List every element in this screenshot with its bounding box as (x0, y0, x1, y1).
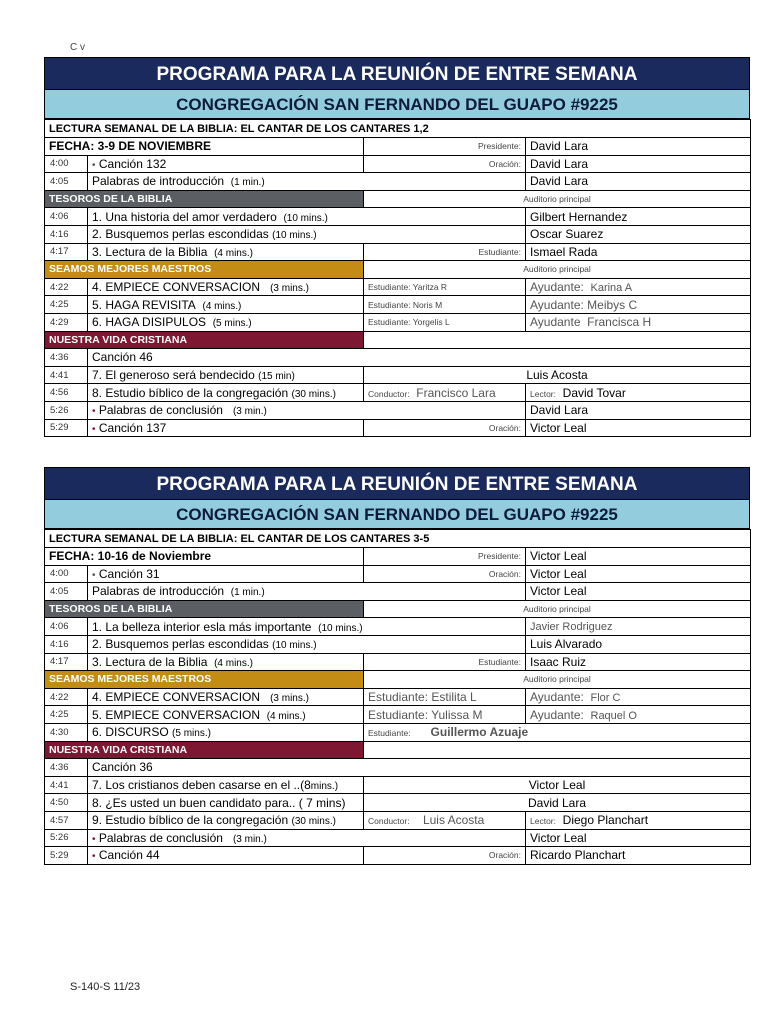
student-label: Estudiante: (364, 243, 526, 261)
part (88, 366, 364, 384)
schedule-row (45, 278, 751, 296)
opening-song-text: Canción 132 (98, 156, 167, 171)
helper-cell (526, 688, 751, 706)
section-treasures: TESOROS DE LA BIBLIA (45, 600, 364, 618)
time: 4:29 (45, 313, 88, 331)
time: 4:50 (45, 794, 88, 812)
part-duration: (30 mins.) (291, 816, 336, 828)
weekly-reading: LECTURA SEMANAL DE LA BIBLIA: EL CANTAR DE LOS CANTARES 3-5 (45, 530, 751, 548)
time: 4:05 (45, 173, 88, 191)
time: 5:29 (45, 419, 88, 437)
closing-words (88, 401, 526, 419)
part-duration: (3 mins.) (270, 693, 309, 705)
assignee: Luis Acosta (364, 366, 751, 384)
schedule-table (44, 119, 751, 437)
section-treasures: TESOROS DE LA BIBLIA (45, 190, 364, 208)
time: 5:29 (45, 847, 88, 865)
part-duration: (10 mins.) (283, 212, 328, 224)
auditorium-label: Auditorio principal (364, 671, 751, 689)
part-text: 3. Lectura de la Biblia (92, 654, 208, 669)
part-duration: (1 min.) (230, 587, 265, 599)
part-duration: (1 min.) (230, 177, 265, 189)
closing-song (88, 847, 364, 865)
section-header-row (45, 190, 751, 208)
closing-words (88, 829, 526, 847)
time: 4:16 (45, 635, 88, 653)
assignee: David Lara (526, 173, 751, 191)
schedule-row (45, 225, 751, 243)
form-code: S-140-S 11/23 (70, 981, 141, 993)
part-duration: (4 mins.) (214, 657, 253, 669)
time: 4:17 (45, 653, 88, 671)
assignee: David Lara (526, 401, 751, 419)
schedule-row (45, 419, 751, 437)
student: Estudiante: Yulissa M (364, 706, 526, 724)
congregation-subtitle: CONGREGACIÓN SAN FERNANDO DEL GUAPO #9225 (44, 500, 750, 529)
song: Canción 46 (88, 349, 751, 367)
student: Estudiante: Yaritza R (364, 278, 526, 296)
part-duration: (30 mins.) (291, 388, 336, 400)
part (88, 384, 364, 402)
reader-name: David Tovar (562, 385, 626, 400)
part-text: 8. Estudio bíblico de la congregación (92, 385, 289, 400)
auditorium-label: Auditorio principal (364, 261, 751, 279)
part-text: 2. Busquemos perlas escondidas (92, 227, 269, 242)
reader-cell (526, 811, 751, 829)
schedule-row (45, 706, 751, 724)
bullet-icon: • (92, 569, 96, 581)
date-row (45, 548, 751, 566)
student: Estudiante: Yorgelis L (364, 313, 526, 331)
schedule-row (45, 759, 751, 777)
president-name: David Lara (526, 138, 751, 156)
student: Estudiante: Estilita L (364, 688, 526, 706)
helper-cell (526, 278, 751, 296)
time: 4:16 (45, 225, 88, 243)
auditorium-label: Auditorio principal (364, 190, 751, 208)
schedule-row (45, 366, 751, 384)
helper-label: Ayudante (530, 315, 581, 330)
weekly-reading: LECTURA SEMANAL DE LA BIBLIA: EL CANTAR DE LOS CANTARES 1,2 (45, 120, 751, 138)
part (88, 776, 364, 794)
helper-name: Meibys C (587, 297, 638, 312)
assignee: Victor Leal (526, 829, 751, 847)
schedule-row (45, 401, 751, 419)
time: 4:30 (45, 723, 88, 741)
part-text: Palabras de introducción (92, 584, 225, 599)
schedule-row (45, 155, 751, 173)
helper-name: Karina A (590, 282, 633, 295)
conductor-label: Conductor: (368, 816, 410, 827)
schedule-table (44, 529, 751, 865)
helper-label: Ayudante: (530, 707, 584, 722)
part (88, 635, 526, 653)
bullet-icon: • (92, 159, 96, 171)
part-duration: (10 mins.) (272, 230, 317, 242)
helper-name: Raquel O (590, 709, 637, 722)
time: 4:57 (45, 811, 88, 829)
part-text: 3. Lectura de la Biblia (92, 244, 208, 259)
congregation-subtitle: CONGREGACIÓN SAN FERNANDO DEL GUAPO #9225 (44, 90, 750, 119)
reader-label: Lector: (530, 388, 556, 399)
helper-label: Ayudante: (530, 297, 584, 312)
program-title: PROGRAMA PARA LA REUNIÓN DE ENTRE SEMANA (44, 467, 750, 500)
part-text: Canción 44 (98, 848, 160, 863)
corner-note: C v (70, 42, 85, 53)
schedule-row (45, 618, 751, 636)
schedule-row (45, 313, 751, 331)
student-label: Estudiante: (364, 653, 526, 671)
time: 5:26 (45, 829, 88, 847)
part-duration: (3 min.) (232, 833, 267, 845)
president-label: Presidente: (364, 548, 526, 566)
part-text: 6. HAGA DISIPULOS (92, 315, 207, 330)
prayer-name: Ricardo Planchart (526, 847, 751, 865)
part-text: Palabras de introducción (92, 174, 225, 189)
schedule-row (45, 583, 751, 601)
program-title: PROGRAMA PARA LA REUNIÓN DE ENTRE SEMANA (44, 57, 750, 90)
schedule-row (45, 794, 751, 812)
helper-cell (526, 313, 751, 331)
schedule-row (45, 208, 751, 226)
program-block-1 (44, 57, 750, 437)
time: 4:25 (45, 296, 88, 314)
student: Estudiante: Noris M (364, 296, 526, 314)
conductor-name: Luis Acosta (422, 813, 485, 828)
part-duration: (10 mins.) (272, 640, 317, 652)
time: 4:36 (45, 349, 88, 367)
reader-cell (526, 384, 751, 402)
part-text: 6. DISCURSO (92, 725, 169, 740)
part-text: 1. La belleza interior esla más importante (92, 619, 312, 634)
student-label: Estudiante: (368, 728, 411, 739)
part-text: 7. El generoso será bendecido (92, 368, 255, 383)
part (88, 723, 364, 741)
program-block-2 (44, 467, 750, 865)
part-duration: (5 mins.) (172, 728, 211, 740)
time: 4:06 (45, 618, 88, 636)
part: 8. ¿Es usted un buen candidato para.. ( 7 mins) (88, 794, 364, 812)
time: 4:17 (45, 243, 88, 261)
date-row (45, 138, 751, 156)
part-text: 7. Los cristianos deben casarse en el ..(8 (92, 778, 311, 793)
assignee: Javier Rodriguez (526, 618, 751, 636)
section-header-row (45, 261, 751, 279)
part (88, 618, 526, 636)
part (88, 688, 364, 706)
reader-name: Diego Planchart (562, 813, 649, 828)
schedule-row (45, 847, 751, 865)
section-teachers: SEAMOS MEJORES MAESTROS (45, 261, 364, 279)
helper-label: Ayudante: (530, 280, 584, 295)
empty-cell (364, 741, 751, 759)
meeting-date: FECHA: 3-9 DE NOVIEMBRE (45, 138, 364, 156)
schedule-row (45, 829, 751, 847)
schedule-row (45, 653, 751, 671)
time: 4:56 (45, 384, 88, 402)
part-text: Palabras de conclusión (98, 830, 223, 845)
part (88, 811, 364, 829)
assignee: Victor Leal (364, 776, 751, 794)
intro-part (88, 173, 526, 191)
opening-song-text: Canción 31 (98, 566, 160, 581)
section-christian-life: NUESTRA VIDA CRISTIANA (45, 331, 364, 349)
bullet-icon: • (92, 851, 96, 863)
helper-cell (526, 296, 751, 314)
time: 4:05 (45, 583, 88, 601)
part-duration: (4 mins.) (214, 247, 253, 259)
conductor-cell (364, 384, 526, 402)
conductor-cell (364, 811, 526, 829)
section-header-row (45, 600, 751, 618)
part-text: 4. EMPIECE CONVERSACION (92, 690, 261, 705)
reading-row (45, 530, 751, 548)
assignee: Luis Alvarado (526, 635, 751, 653)
part (88, 225, 526, 243)
assignee: Isaac Ruiz (526, 653, 751, 671)
song: Canción 36 (88, 759, 751, 777)
prayer-name: Victor Leal (526, 419, 751, 437)
part-duration: (5 mins.) (212, 318, 252, 330)
meeting-date: FECHA: 10-16 de Noviembre (45, 548, 364, 566)
part-text: 2. Busquemos perlas escondidas (92, 637, 269, 652)
part-text: Canción 137 (98, 420, 167, 435)
part-duration: mins.) (310, 781, 339, 793)
part-text: 5. EMPIECE CONVERSACION (92, 707, 261, 722)
intro-part (88, 583, 526, 601)
schedule-row (45, 243, 751, 261)
prayer-name: Victor Leal (526, 565, 751, 583)
student-cell (364, 723, 751, 741)
reader-label: Lector: (530, 816, 556, 827)
schedule-row (45, 811, 751, 829)
part (88, 653, 364, 671)
part-duration: (4 mins.) (266, 710, 306, 722)
schedule-row (45, 296, 751, 314)
student-name: Guillermo Azuaje (430, 725, 529, 740)
bullet-icon: • (92, 423, 96, 435)
time: 4:22 (45, 278, 88, 296)
closing-song (88, 419, 364, 437)
part (88, 313, 364, 331)
president-name: Victor Leal (526, 548, 751, 566)
time: 4:00 (45, 565, 88, 583)
time: 4:41 (45, 776, 88, 794)
opening-song (88, 155, 364, 173)
part (88, 243, 364, 261)
part (88, 208, 526, 226)
prayer-name: David Lara (526, 155, 751, 173)
conductor-name: Francisco Lara (416, 385, 496, 400)
part (88, 296, 364, 314)
time: 4:25 (45, 706, 88, 724)
time: 4:06 (45, 208, 88, 226)
section-header-row (45, 671, 751, 689)
prayer-label: Oración: (364, 847, 526, 865)
opening-song (88, 565, 364, 583)
part-duration: (4 mins.) (202, 300, 242, 312)
part-text: 4. EMPIECE CONVERSACION (92, 280, 261, 295)
empty-cell (364, 331, 751, 349)
part-text: 5. HAGA REVISITA (92, 297, 196, 312)
helper-cell (526, 706, 751, 724)
prayer-label: Oración: (364, 565, 526, 583)
assignee: Gilbert Hernandez (526, 208, 751, 226)
helper-name: Francisca H (587, 315, 652, 330)
schedule-row (45, 384, 751, 402)
section-teachers: SEAMOS MEJORES MAESTROS (45, 671, 364, 689)
section-header-row (45, 331, 751, 349)
bullet-icon: • (92, 406, 96, 418)
part-duration: (3 min.) (232, 406, 267, 418)
section-christian-life: NUESTRA VIDA CRISTIANA (45, 741, 364, 759)
time: 4:00 (45, 155, 88, 173)
time: 4:36 (45, 759, 88, 777)
assignee: Victor Leal (526, 583, 751, 601)
reading-row (45, 120, 751, 138)
conductor-label: Conductor: (368, 388, 410, 399)
helper-label: Ayudante: (530, 690, 584, 705)
part-duration: (3 mins.) (270, 283, 309, 295)
part-text: 1. Una historia del amor verdadero (92, 209, 277, 224)
part (88, 278, 364, 296)
schedule-row (45, 723, 751, 741)
schedule-row (45, 173, 751, 191)
part-duration: (15 min) (258, 371, 295, 383)
assignee: Ismael Rada (526, 243, 751, 261)
schedule-row (45, 688, 751, 706)
schedule-row (45, 565, 751, 583)
schedule-row (45, 776, 751, 794)
part-duration: (10 mins.) (318, 622, 363, 634)
president-label: Presidente: (364, 138, 526, 156)
part-text: Palabras de conclusión (98, 403, 223, 418)
assignee: Oscar Suarez (526, 225, 751, 243)
assignee: David Lara (364, 794, 751, 812)
helper-name: Flor C (590, 692, 621, 705)
prayer-label: Oración: (364, 155, 526, 173)
schedule-row (45, 635, 751, 653)
time: 4:22 (45, 688, 88, 706)
schedule-row (45, 349, 751, 367)
auditorium-label: Auditorio principal (364, 600, 751, 618)
time: 4:41 (45, 366, 88, 384)
time: 5:26 (45, 401, 88, 419)
prayer-label: Oración: (364, 419, 526, 437)
part (88, 706, 364, 724)
section-header-row (45, 741, 751, 759)
part-text: 9. Estudio bíblico de la congregación (92, 813, 289, 828)
bullet-icon: • (92, 833, 96, 845)
